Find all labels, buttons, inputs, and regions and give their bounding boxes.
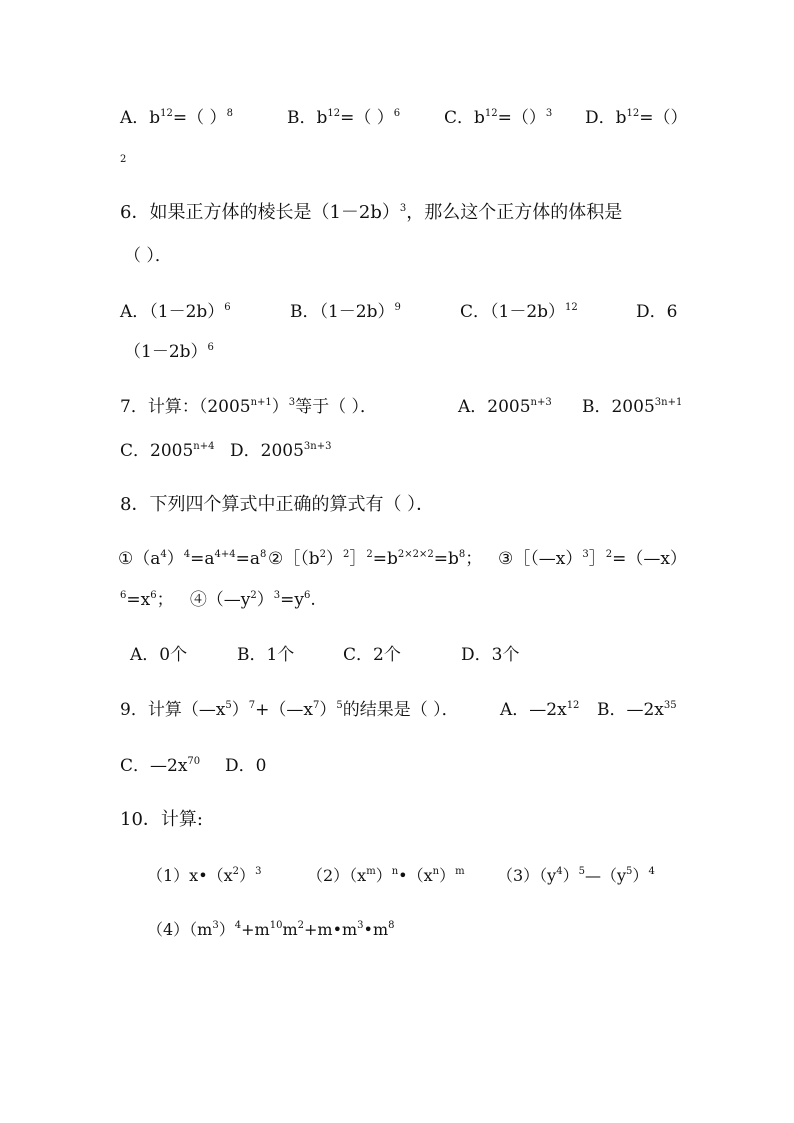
q9-stem: 9．计算$(—x^5)^7+(—x^7)^5$的结果是（ ）． (120, 700, 459, 720)
q5-option-c[interactable]: C．$b^{12}=()^3$ (444, 108, 553, 128)
q10-parts-line2 (147, 920, 395, 940)
q6-option-c[interactable]: C．$(1-2b)^{12}$ (460, 302, 578, 322)
q8-option-a[interactable]: A．0个 (130, 645, 188, 665)
q8-expression-2: $②[(b^2)^2]^2=b^{2\times 2\times 2}=b^8$； (268, 549, 483, 569)
q8-expression-3: ③［（—x）$^3$］$^2$=（—x） (498, 549, 687, 569)
q10-part-4: $(4)(m^3)^4+m^{10}m^2+m•m^3•m^8$ (147, 920, 395, 939)
q5-option-d[interactable]: D．$b^{12}=()$ (585, 108, 688, 128)
q5-option-b[interactable]: B．$b^{12}=$（ ）$^6$ (287, 108, 401, 128)
q6-option-b[interactable]: B．$(1-2b)^9$ (290, 302, 401, 322)
q7-stem: 7．计算：$(2005^{n+1})^3$等于（ ）． (120, 397, 378, 417)
q9-option-c[interactable]: C．$—2x^{70}$ (120, 756, 201, 776)
q8-option-d[interactable]: D．3个 (461, 645, 520, 665)
q7-option-d[interactable]: D．$2005^{3n+3}$ (230, 441, 332, 461)
q6-option-d[interactable]: D．6 (636, 302, 678, 322)
q6-option-d-continued: $(1-2b)^6$ (124, 342, 214, 362)
q8-expression-4: $④(—y^2)^3=y^6$. (189, 590, 316, 610)
q9-option-a[interactable]: A．$—2x^{12}$ (500, 700, 580, 720)
q5-option-d-power: 2 (120, 154, 127, 165)
q10-stem: 10．计算: (120, 809, 203, 830)
q8-stem: 8．下列四个算式中正确的算式有（ ）． (120, 494, 435, 515)
q10-part-3: $(3)(y^4)^5—(y^5)^4$ (497, 866, 655, 885)
q5-option-a[interactable]: A．$b^{12}=$（ ）$^8$ (120, 108, 233, 128)
q9-option-b[interactable]: B．$—2x^{35}$ (597, 700, 677, 720)
q8-option-b[interactable]: B．1个 (237, 645, 295, 665)
q6-stem-line2: （ ）． (124, 246, 172, 266)
q6-option-a[interactable]: A．$(1-2b)^6$ (120, 302, 231, 322)
q7-option-b[interactable]: B．$2005^{3n+1}$ (582, 397, 683, 417)
q7-option-a[interactable]: A．$2005^{n+3}$ (458, 397, 552, 417)
q8-expression-1: $①(a^4)^4=a^{4+4}=a^8$ (118, 549, 267, 569)
q9-option-d[interactable]: D．0 (225, 756, 267, 776)
q8-expressions-line2: $^6=x^6$； $④(—y^2)^3=y^6$. (120, 590, 316, 610)
q7-option-c[interactable]: C．$2005^{n+4}$ (120, 441, 215, 461)
q8-option-c[interactable]: C．2个 (343, 645, 401, 665)
q6-stem: 6．如果正方体的棱长是$(1-2b)^3$，那么这个正方体的体积是 (120, 202, 623, 223)
q10-part-2: $(2)(x^m)^n•(x^n)^m$ (307, 866, 465, 885)
q10-part-1: $(1)x•(x^2)^3$ (147, 866, 262, 885)
